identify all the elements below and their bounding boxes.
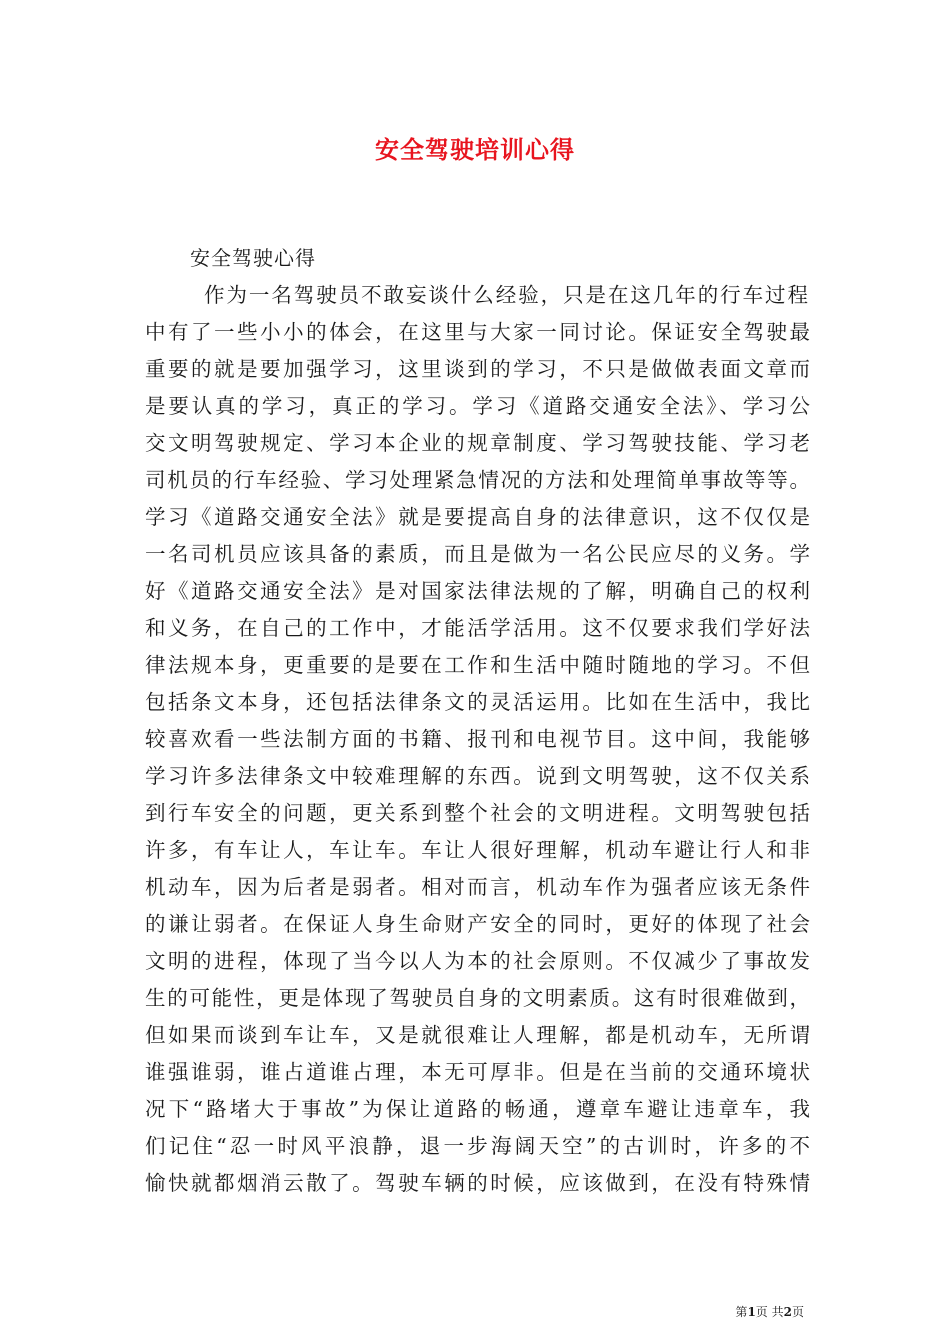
paragraph-line: 中有了一些小小的体会，在这里与大家一同讨论。保证安全驾驶最 bbox=[145, 320, 810, 344]
footer-prefix: 第 bbox=[735, 1305, 748, 1319]
paragraph-line: 到行车安全的问题，更关系到整个社会的文明进程。文明驾驶包括 bbox=[145, 801, 810, 825]
paragraph-line: 和义务，在自己的工作中，才能活学活用。这不仅要求我们学好法 bbox=[145, 616, 810, 640]
paragraph-line: 许多，有车让人，车让车。车让人很好理解，机动车避让行人和非 bbox=[145, 838, 810, 862]
paragraph-line: 的谦让弱者。在保证人身生命财产安全的同时，更好的体现了社会 bbox=[145, 912, 810, 936]
paragraph-line: 律法规本身，更重要的是要在工作和生活中随时随地的学习。不但 bbox=[145, 653, 810, 677]
paragraph-line: 生的可能性，更是体现了驾驶员自身的文明素质。这有时很难做到， bbox=[145, 986, 810, 1010]
paragraph-line: 重要的就是要加强学习，这里谈到的学习，不只是做做表面文章而 bbox=[145, 357, 810, 381]
section-subtitle: 安全驾驶心得 bbox=[190, 246, 316, 270]
paragraph-line: 况下“路堵大于事故”为保让道路的畅通，遵章车避让违章车，我 bbox=[145, 1097, 810, 1121]
footer-suffix: 页 bbox=[791, 1305, 804, 1319]
paragraph-line: 包括条文本身，还包括法律条文的灵活运用。比如在生活中，我比 bbox=[145, 690, 810, 714]
paragraph-line: 好《道路交通安全法》是对国家法律法规的了解，明确自己的权利 bbox=[145, 579, 810, 603]
paragraph-line: 学习《道路交通安全法》就是要提高自身的法律意识，这不仅仅是 bbox=[145, 505, 810, 529]
paragraph-line: 一名司机员应该具备的素质，而且是做为一名公民应尽的义务。学 bbox=[145, 542, 810, 566]
paragraph-line: 但如果而谈到车让车，又是就很难让人理解，都是机动车，无所谓 bbox=[145, 1023, 810, 1047]
footer-current-page: 1 bbox=[747, 1305, 756, 1319]
paragraph-line: 谁强谁弱，谁占道谁占理，本无可厚非。但是在当前的交通环境状 bbox=[145, 1060, 810, 1084]
paragraph-line: 机动车，因为后者是弱者。相对而言，机动车作为强者应该无条件 bbox=[145, 875, 810, 899]
paragraph-line: 交文明驾驶规定、学习本企业的规章制度、学习驾驶技能、学习老 bbox=[145, 431, 810, 455]
document-title: 安全驾驶培训心得 bbox=[375, 135, 575, 164]
page-footer bbox=[735, 1304, 804, 1320]
paragraph-line: 文明的进程，体现了当今以人为本的社会原则。不仅减少了事故发 bbox=[145, 949, 810, 973]
paragraph-line: 司机员的行车经验、学习处理紧急情况的方法和处理简单事故等等。 bbox=[145, 468, 810, 492]
paragraph-line: 学习许多法律条文中较难理解的东西。说到文明驾驶，这不仅关系 bbox=[145, 764, 810, 788]
paragraph-line: 较喜欢看一些法制方面的书籍、报刊和电视节目。这中间，我能够 bbox=[145, 727, 810, 751]
footer-total-pages: 2 bbox=[783, 1305, 792, 1319]
paragraph-line: 们记住“忍一时风平浪静，退一步海阔天空”的古训时，许多的不 bbox=[145, 1134, 810, 1158]
paragraph-line: 作为一名驾驶员不敢妄谈什么经验，只是在这几年的行车过程 bbox=[204, 283, 808, 307]
paragraph-line: 愉快就都烟消云散了。驾驶车辆的时候，应该做到，在没有特殊情 bbox=[145, 1171, 810, 1195]
paragraph-line: 是要认真的学习，真正的学习。学习《道路交通安全法》、学习公 bbox=[145, 394, 810, 418]
footer-middle: 页 共 bbox=[755, 1305, 784, 1319]
